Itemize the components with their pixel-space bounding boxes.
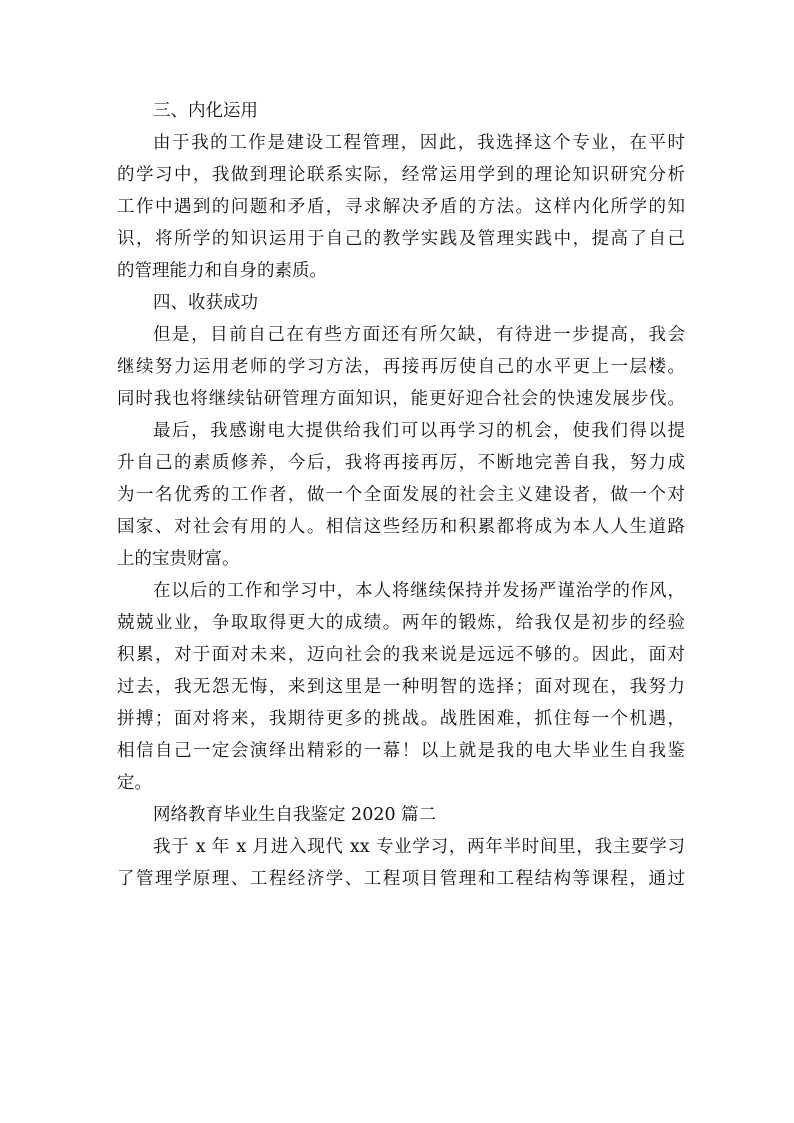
paragraph-line: 但是，目前自己在有些方面还有所欠缺，有待进一步提高，我会 (153, 325, 685, 345)
paragraph-line: 同时我也将继续钻研管理方面知识，能更好迎合社会的快速发展步伐。 (117, 389, 685, 409)
paragraph-line: 最后，我感谢电大提供给我们可以再学习的机会，使我们得以提 (153, 421, 685, 441)
section-heading: 四、收获成功 (153, 293, 258, 313)
paragraph-line: 工作中遇到的问题和矛盾，寻求解决矛盾的方法。这样内化所学的知 (117, 197, 685, 217)
paragraph-line: 的管理能力和自身的素质。 (117, 261, 327, 281)
section-heading: 三、内化运用 (153, 101, 258, 121)
section-heading: 网络教育毕业生自我鉴定 2020 篇二 (153, 805, 437, 825)
paragraph-line: 为一名优秀的工作者，做一个全面发展的社会主义建设者，做一个对 (117, 485, 685, 505)
paragraph-line: 继续努力运用老师的学习方法，再接再厉使自己的水平更上一层楼。 (117, 357, 685, 377)
paragraph-line: 的学习中，我做到理论联系实际，经常运用学到的理论知识研究分析 (117, 165, 685, 185)
paragraph-line: 在以后的工作和学习中，本人将继续保持并发扬严谨治学的作风， (153, 581, 685, 601)
paragraph-line: 相信自己一定会演绎出精彩的一幕！以上就是我的电大毕业生自我鉴 (117, 741, 685, 761)
paragraph-line: 拼搏；面对将来，我期待更多的挑战。战胜困难，抓住每一个机遇， (117, 709, 685, 729)
paragraph-line: 兢兢业业，争取取得更大的成绩。两年的锻炼，给我仅是初步的经验 (117, 613, 685, 633)
paragraph-line: 了管理学原理、工程经济学、工程项目管理和工程结构等课程，通过 (117, 869, 685, 889)
paragraph-line: 识，将所学的知识运用于自己的教学实践及管理实践中，提高了自己 (117, 229, 685, 249)
document-body (117, 95, 685, 895)
paragraph-line: 我于 x 年 x 月进入现代 xx 专业学习，两年半时间里，我主要学习 (153, 837, 685, 857)
paragraph-line: 上的宝贵财富。 (117, 549, 240, 569)
paragraph-line: 由于我的工作是建设工程管理，因此，我选择这个专业，在平时 (153, 133, 685, 153)
paragraph-line: 积累，对于面对未来，迈向社会的我来说是远远不够的。因此，面对 (117, 645, 685, 665)
paragraph-line: 升自己的素质修养，今后，我将再接再厉，不断地完善自我，努力成 (117, 453, 685, 473)
paragraph-line: 定。 (117, 773, 152, 793)
paragraph-line: 过去，我无怨无悔，来到这里是一种明智的选择；面对现在，我努力 (117, 677, 685, 697)
paragraph-line: 国家、对社会有用的人。相信这些经历和积累都将成为本人人生道路 (117, 517, 685, 537)
